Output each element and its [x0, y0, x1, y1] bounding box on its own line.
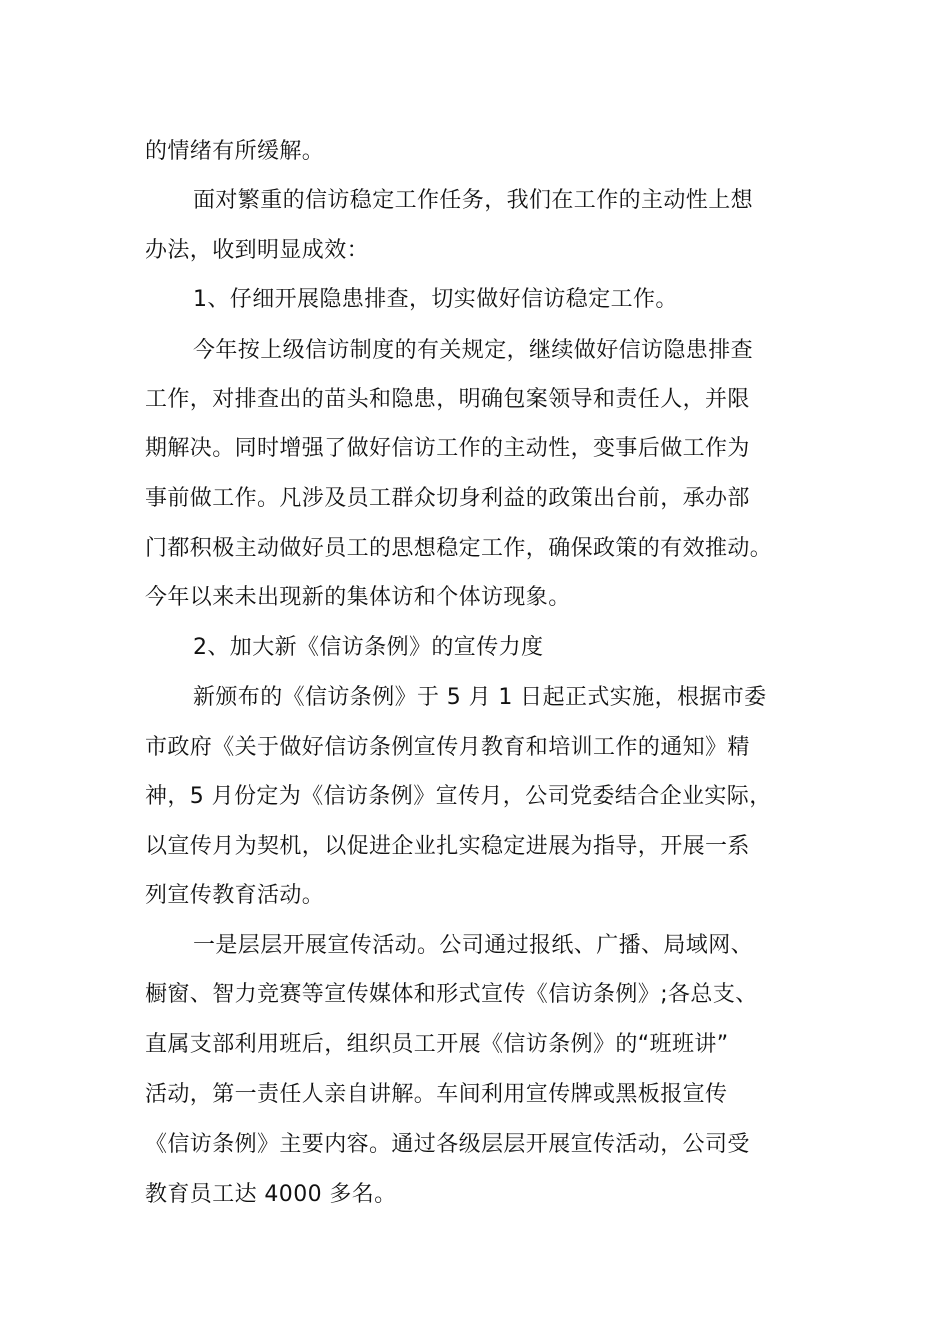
text-line: 橱窗、智力竞赛等宣传媒体和形式宣传《信访条例》;各总支、 — [145, 982, 758, 1007]
text-line: 门都积极主动做好员工的思想稳定工作，确保政策的有效推动。 — [145, 536, 773, 561]
text-line: 直属支部利用班后，组织员工开展《信访条例》的“班班讲” — [145, 1032, 729, 1057]
text-line: 教育员工达 4000 多名。 — [145, 1182, 397, 1207]
text-line: 办法，收到明显成效： — [145, 238, 370, 263]
paragraph-start-line: 一是层层开展宣传活动。公司通过报纸、广播、局域网、 — [193, 933, 754, 958]
text-line: 市政府《关于做好信访条例宣传月教育和培训工作的通知》精 — [145, 735, 750, 760]
text-line: 神，5 月份定为《信访条例》宣传月，公司党委结合企业实际， — [145, 784, 772, 809]
text-line: 以宣传月为契机，以促进企业扎实稳定进展为指导，开展一系 — [145, 834, 750, 859]
paragraph-start-line: 面对繁重的信访稳定工作任务，我们在工作的主动性上想 — [193, 188, 754, 213]
section-heading-2: 2、加大新《信访条例》的宣传力度 — [193, 635, 544, 660]
paragraph-start-line: 新颁布的《信访条例》于 5 月 1 日起正式实施，根据市委 — [193, 685, 767, 710]
section-heading-1: 1、仔细开展隐患排查，切实做好信访稳定工作。 — [193, 287, 678, 312]
text-line: 的情绪有所缓解。 — [145, 139, 325, 164]
text-line: 事前做工作。凡涉及员工群众切身利益的政策出台前，承办部 — [145, 486, 750, 511]
paragraph-start-line: 今年按上级信访制度的有关规定，继续做好信访隐患排查 — [193, 338, 754, 363]
text-line: 工作，对排查出的苗头和隐患，明确包案领导和责任人，并限 — [145, 387, 750, 412]
text-line: 活动，第一责任人亲自讲解。车间利用宣传牌或黑板报宣传 — [145, 1082, 728, 1107]
text-line: 列宣传教育活动。 — [145, 883, 325, 908]
text-line: 《信访条例》主要内容。通过各级层层开展宣传活动，公司受 — [145, 1132, 750, 1157]
text-line: 期解决。同时增强了做好信访工作的主动性，变事后做工作为 — [145, 436, 750, 461]
text-line: 今年以来未出现新的集体访和个体访现象。 — [145, 585, 571, 610]
